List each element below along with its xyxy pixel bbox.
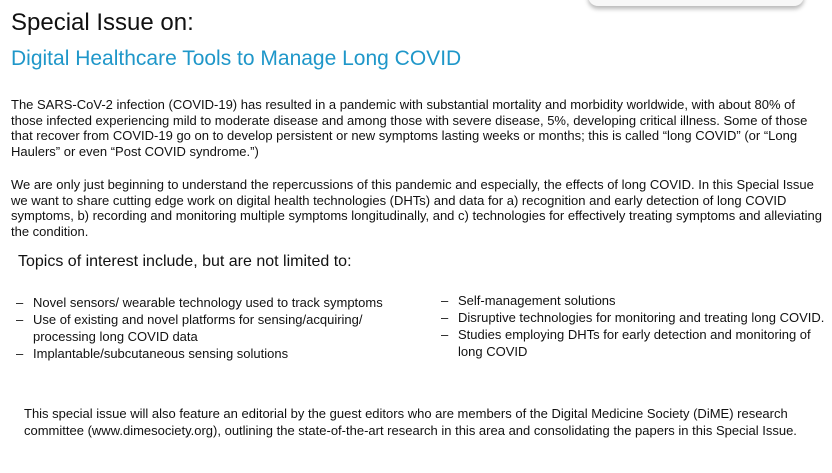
topic-item xyxy=(441,326,825,360)
intro-paragraph-1: The SARS-CoV-2 infection (COVID-19) has resulted in a pandemic with substantial mortality and morbidity worldwide, with about 80% of those infected experiencing mild to moderate disease and among those with severe disease, 5%, developing critical illness. Some of those that recover from COVID-19 go on to develop persistent or new symptoms lasting weeks or months; this is called “long COVID” (or “Long Haulers” or even “Post COVID syndrome.”) xyxy=(11,97,808,159)
topic-item xyxy=(441,309,825,326)
topic-item xyxy=(441,292,825,309)
topic-text: Self-management solutions xyxy=(458,293,616,308)
topic-text: Disruptive technologies for monitoring and treating long COVID. xyxy=(458,310,825,325)
page-title: Special Issue on: xyxy=(11,9,194,36)
page-subtitle: Digital Healthcare Tools to Manage Long COVID xyxy=(11,47,462,70)
bullet-dash: – xyxy=(16,295,24,310)
topic-text: Novel sensors/ wearable technology used to track symptoms xyxy=(33,295,383,310)
intro-paragraph-2: We are only just beginning to understand the repercussions of this pandemic and especially, the effects of long COVID. In this Special Issue we want to share cutting edge work on digital health technologies (DHTs) and data for a) recognition and early detection of long COVID symptoms, b) recording and monitoring multiple symptoms longitudinally, and c) technologies for effectively treating symptoms and alleviating the condition. xyxy=(11,177,822,239)
topic-item xyxy=(16,294,388,311)
bullet-dash: – xyxy=(441,293,449,308)
bullet-dash: – xyxy=(441,327,449,342)
closing-paragraph: This special issue will also feature an editorial by the guest editors who are members of the Digital Medicine Society (DiME) research committee (www.dimesociety.org), outlining the state-of-the-art research in this area and consolidating the papers in this Special Issue. xyxy=(24,406,797,438)
topic-text: Studies employing DHTs for early detection and monitoring of long COVID xyxy=(458,327,811,359)
topics-heading: Topics of interest include, but are not limited to: xyxy=(18,253,352,270)
topics-list-left xyxy=(16,294,388,362)
topic-item xyxy=(16,345,388,362)
top-shadow-decoration xyxy=(588,0,804,6)
topics-list-right xyxy=(441,292,825,360)
topic-text: Implantable/subcutaneous sensing solutions xyxy=(33,346,289,361)
topic-item xyxy=(16,311,388,345)
topic-text: Use of existing and novel platforms for sensing/acquiring/ processing long COVID data xyxy=(33,312,363,344)
bullet-dash: – xyxy=(16,312,24,327)
bullet-dash: – xyxy=(16,346,24,361)
bullet-dash: – xyxy=(441,310,449,325)
